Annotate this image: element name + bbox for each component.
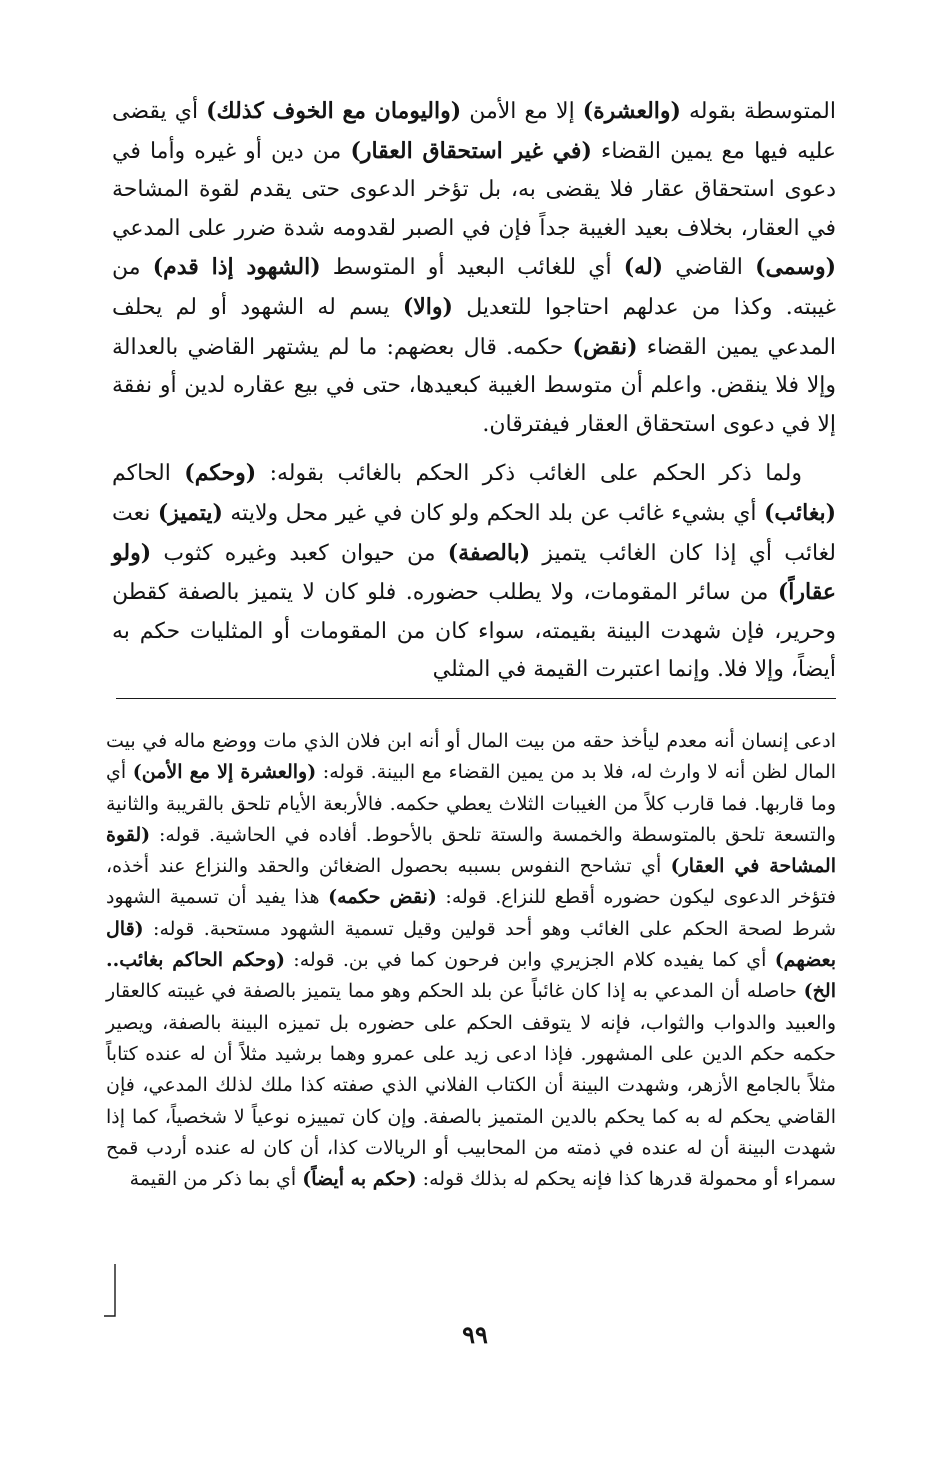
main-paragraph [112,92,836,444]
bold-quoted-term: (واليومان مع الخوف كذلك) [206,98,462,124]
text-run: أي بشيء غائب عن بلد الحكم ولو كان في غير محل ولايته [222,500,765,526]
text-run: ادعى إنسان أنه معدم ليأخذ حقه من بيت المال أو أنه ابن فلان الذي مات ووضع ماله في بيت المال لظن أنه لا وارث له، فلا بد من يمين القضاء مع البينة. قوله: [106,730,836,784]
text-run: من حيوان كعبد وغيره كثوب [151,540,448,566]
text-run: حكمه. قال بعضهم: ما لم يشتهر القاضي بالعدالة وإلا فلا ينقض. واعلم أن متوسط الغيبة كبعيدها، حتى في بيع عقاره لدين أو نفقة إلا في دعوى استحقاق العقار فيفترقان. [112,334,836,437]
text-run: أي للغائب البعيد أو المتوسط [320,255,624,281]
footnote-text-body [106,726,836,1195]
text-run: أي تشاحح النفوس بسببه بحصول الضغائن والحقد والنزاع عند أخذه، فتؤخر الدعوى ليكون حضوره أقطع للنزاع. قوله: [106,855,836,909]
bold-quoted-term: (وحكم الحاكم بغائب.. الخ) [106,949,836,1003]
text-run: حاصله أن المدعي به إذا كان غائباً عن بلد الحكم وهو مما يتميز بالصفة في غيبته كالعقار والعبيد والدواب والثواب، فإنه لا يتوقف الحكم على حضوره بل تميزه البينة بالصفة، ويصير حكمه حكم الدين على المشهور. فإذا ادعى زيد على عمرو وهما برشيد مثلاً أن له عنده كتاباً مثلاً بالجامع الأزهر، وشهدت البينة أن الكتاب الفلاني الذي صفته كذا ملك لذلك المدعي، فإن القاضي يحكم له به كما يحكم بالدين المتميز بالصفة. وإن كان تمييزه نوعياً لا شخصياً، كما إذا شهدت البينة أن له عنده في ذمته من المحابيب أو الريالات كذا، أن كان له عنده أردب قمح سمراء أو محمولة قدرها كذا فإنه يحكم له بذلك قوله: [106,980,836,1191]
bold-quoted-term: (قال بعضهم) [106,917,837,972]
bold-quoted-term: (لقوة المشاحة في العقار) [106,823,837,878]
text-run: هذا يفيد أن تسمية الشهود شرط لصحة الحكم على الغائب وهو أحد قولين وقيل تسمية الشهود مستحبة. قوله: [106,886,836,940]
text-run: الحاكم [112,461,185,487]
bold-quoted-term: (يتميز) [157,499,223,526]
text-run: من دين أو غيره وأما في دعوى استحقاق عقار فلا يقضى به، بل تؤخر الدعوى حتى يقدم لقوة المشاحة في العقار، بخلاف بعيد الغيبة جداً فإن في الصبر لقدومه شدة ضرر على المدعي [112,138,836,241]
bold-quoted-term: (والعشرة) [582,98,681,124]
text-run: القاضي [663,255,756,281]
bold-quoted-term: (وحكم) [184,460,257,487]
text-run: نعت لغائب أي إذا كان الغائب يتميز [112,500,836,566]
text-run: ولما ذكر الحكم على الغائب ذكر الحكم بالغائب بقوله: [256,461,802,487]
bold-quoted-term: (نقض حكمه) [328,886,437,909]
bold-quoted-term: (ولو عقاراً) [112,539,836,606]
main-text-body [112,92,836,690]
bold-quoted-term: (في غير استحقاق العقار) [350,137,592,164]
text-run: أي كما يفيده كلام الجزيري وابن فرحون كما في بن. قوله: [285,949,775,972]
bold-quoted-term: (الشهود إذا قدم) [152,254,321,281]
bold-quoted-term: (حكم به أيضاً) [302,1168,417,1191]
text-run: أي وما قاربها. فما قارب كلاً من الغيبات الثلاث يعطي حكمه. فالأربعة الأيام تلحق بالقريبة والثانية والتسعة تلحق بالمتوسطة والخمسة والستة تلحق بالأحوط. أفاده في الحاشية. قوله: [106,761,836,846]
text-run: من سائر المقومات، ولا يطلب حضوره. فلو كان لا يتميز بالصفة كقطن وحرير، فإن شهدت البينة بقيمته، سواء كان من المقومات أو المثليات حكم به أيضاً، وإلا فلا. وإنما اعتبرت القيمة في المثلي [112,580,836,683]
bold-quoted-term: (والا) [402,293,453,320]
text-run: يسم له الشهود أو لم يحلف المدعي يمين القضاء [112,294,836,360]
bold-quoted-term: (نقض) [572,333,638,360]
footnote-separator-rule [116,698,836,699]
bold-quoted-term: (بالصفة) [447,539,531,566]
text-run: أي بما ذكر من القيمة [129,1168,303,1191]
footnote-paragraph [106,726,836,1195]
bold-quoted-term: (وسمى) [755,254,836,281]
text-run: إلا مع الأمن [461,99,583,124]
text-run: المتوسطة بقوله [680,99,836,124]
text-run: أي يقضى عليه فيها مع يمين القضاء [112,99,837,164]
page-number: ٩٩ [462,1320,488,1349]
bold-quoted-term: (له) [623,254,664,281]
text-run: من غيبته. وكذا من عدلهم احتاجوا للتعديل [112,255,836,320]
bold-quoted-term: (والعشرة إلا مع الأمن) [132,761,317,784]
margin-bracket-mark [103,1262,117,1318]
bold-quoted-term: (بغائب) [764,499,836,526]
main-paragraph [112,454,836,690]
